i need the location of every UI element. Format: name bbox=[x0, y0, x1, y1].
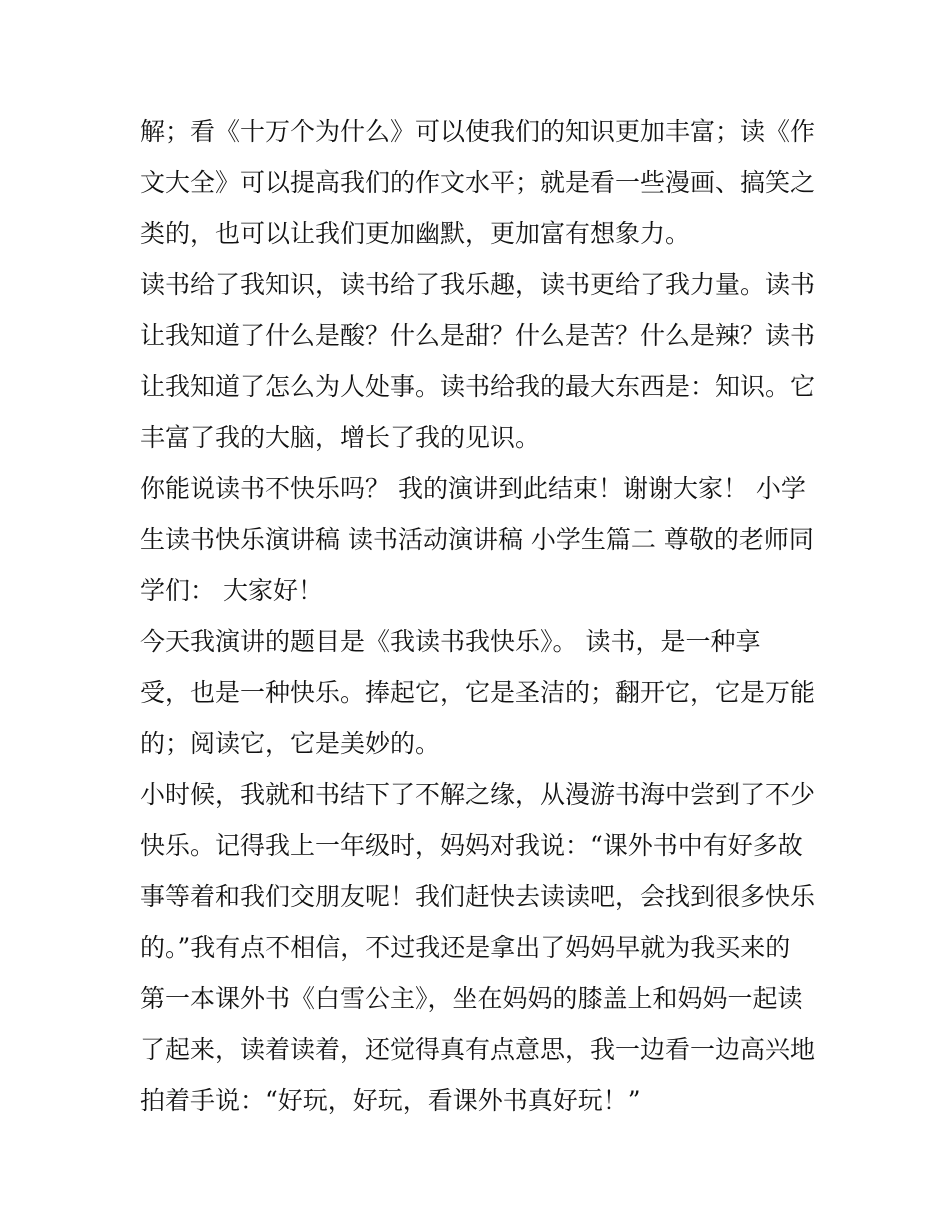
text-line: 拍着手说：“好玩，好玩，看课外书真好玩！” bbox=[140, 1086, 641, 1115]
text-line: 的。”我有点不相信，不过我还是拿出了妈妈早就为我买来的 bbox=[140, 933, 791, 962]
text-line: 今天我演讲的题目是《我读书我快乐》。 读书，是一种享 bbox=[140, 627, 761, 656]
text-line: 文大全》可以提高我们的作文水平；就是看一些漫画、搞笑之 bbox=[140, 168, 816, 197]
text-line: 生读书快乐演讲稿 读书活动演讲稿 小学生篇二 尊敬的老师同 bbox=[140, 525, 814, 554]
text-line: 让我知道了怎么为人处事。读书给我的最大东西是：知识。它 bbox=[140, 372, 816, 401]
text-line: 小时候，我就和书结下了不解之缘，从漫游书海中尝到了不少 bbox=[140, 780, 816, 809]
text-line: 丰富了我的大脑，增长了我的见识。 bbox=[140, 423, 541, 452]
text-line: 快乐。记得我上一年级时，妈妈对我说：“课外书中有好多故 bbox=[140, 831, 803, 860]
text-line: 受，也是一种快乐。捧起它，它是圣洁的；翻开它，它是万能 bbox=[140, 678, 816, 707]
text-line: 你能说读书不快乐吗？ 我的演讲到此结束！谢谢大家！ 小学 bbox=[140, 474, 806, 503]
text-line: 第一本课外书《白雪公主》，坐在妈妈的膝盖上和妈妈一起读 bbox=[140, 984, 803, 1013]
text-line: 学们： 大家好！ bbox=[140, 576, 323, 605]
text-line: 读书给了我知识，读书给了我乐趣，读书更给了我力量。读书 bbox=[140, 270, 816, 299]
text-line: 事等着和我们交朋友呢！我们赶快去读读吧，会找到很多快乐 bbox=[140, 882, 816, 911]
text-line: 类的，也可以让我们更加幽默，更加富有想象力。 bbox=[140, 219, 691, 248]
document-body bbox=[140, 106, 820, 1126]
text-line: 让我知道了什么是酸？什么是甜？什么是苦？什么是辣？读书 bbox=[140, 321, 816, 350]
text-line: 解；看《十万个为什么》可以使我们的知识更加丰富；读《作 bbox=[140, 117, 816, 146]
text-line: 的；阅读它，它是美妙的。 bbox=[140, 729, 441, 758]
text-line: 了起来，读着读着，还觉得真有点意思，我一边看一边高兴地 bbox=[140, 1035, 816, 1064]
